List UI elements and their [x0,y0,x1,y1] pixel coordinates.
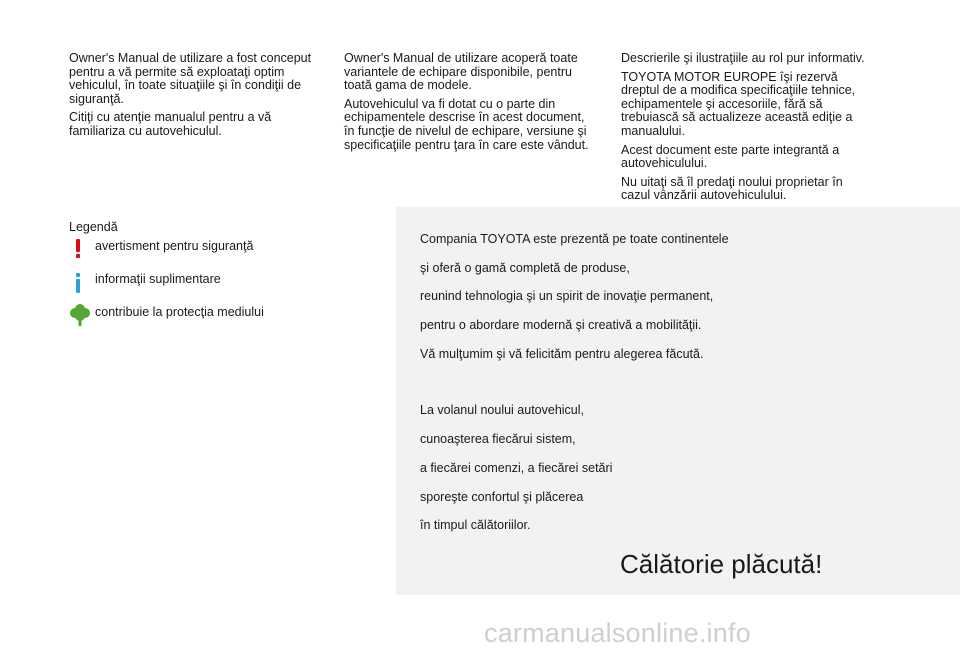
panel-line: în timpul călătoriilor. [420,518,531,532]
legend-label: contribuie la protecţia mediului [95,305,264,319]
panel-line: Vă mulţumim şi vă felicităm pentru alegerea făcută. [420,347,704,361]
info-icon [69,271,93,295]
panel-line: şi oferă o gamă completă de produse, [420,261,630,275]
watermark: carmanualsonline.info [484,618,751,648]
panel-line: pentru o abordare modernă şi creativă a mobilităţii. [420,318,702,332]
paragraph: Owner's Manual de utilizare a fost conceput pentru a vă permite să exploataţi optim vehiculul, în toate situaţiile şi în condiţii de siguranţă. [69,51,312,106]
paragraph: Autovehiculul va fi dotat cu o parte din echipamentele descrise în acest document, în funcţie de nivelul de echipare, versiune şi specificaţiile pentru ţara în care este vândut. [344,96,589,152]
panel-line: La volanul noului autovehicul, [420,403,585,417]
panel-line: Compania TOYOTA este prezentă pe toate continentele [420,232,729,246]
welcome-panel [396,207,960,595]
panel-line: sporeşte confortul şi plăcerea [420,490,584,504]
legend-item-warning [69,238,369,271]
legend [69,220,369,337]
intro-column-2 [344,52,599,157]
paragraph: Nu uitaţi să îl predaţi noului proprietar în cazul vânzării autovehiculului. [621,174,843,203]
paragraph: TOYOTA MOTOR EUROPE îşi rezervă dreptul de a modifica specificaţiile tehnice, echipamentele şi accesoriile, fără să trebuiască să actualizeze această ediţie a manualului. [621,69,856,138]
intro-column-1 [69,52,324,144]
paragraph: Descrierile şi ilustraţiile au rol pur informativ. [621,51,865,65]
paragraph: Acest document este parte integrantă a autovehiculului. [621,142,840,171]
legend-label: avertisment pentru siguranţă [95,239,254,253]
panel-line: a fiecărei comenzi, a fiecărei setări [420,461,613,475]
warning-icon [69,238,93,262]
legend-item-info [69,271,369,304]
legend-title: Legendă [69,220,118,234]
closing-greeting: Călătorie plăcută! [620,549,823,579]
paragraph: Citiţi cu atenţie manualul pentru a vă familiariza cu autovehiculul. [69,110,272,138]
legend-label: informaţii suplimentare [95,272,221,286]
legend-item-environment [69,304,369,337]
panel-line: reunind tehnologia şi un spirit de inovaţie permanent, [420,289,714,303]
panel-line: cunoaşterea fiecărui sistem, [420,432,576,446]
paragraph: Owner's Manual de utilizare acoperă toate variantele de echipare disponibile, pentru toată gama de modele. [344,51,578,93]
intro-column-3 [621,52,881,208]
environment-tree-icon [69,304,93,328]
